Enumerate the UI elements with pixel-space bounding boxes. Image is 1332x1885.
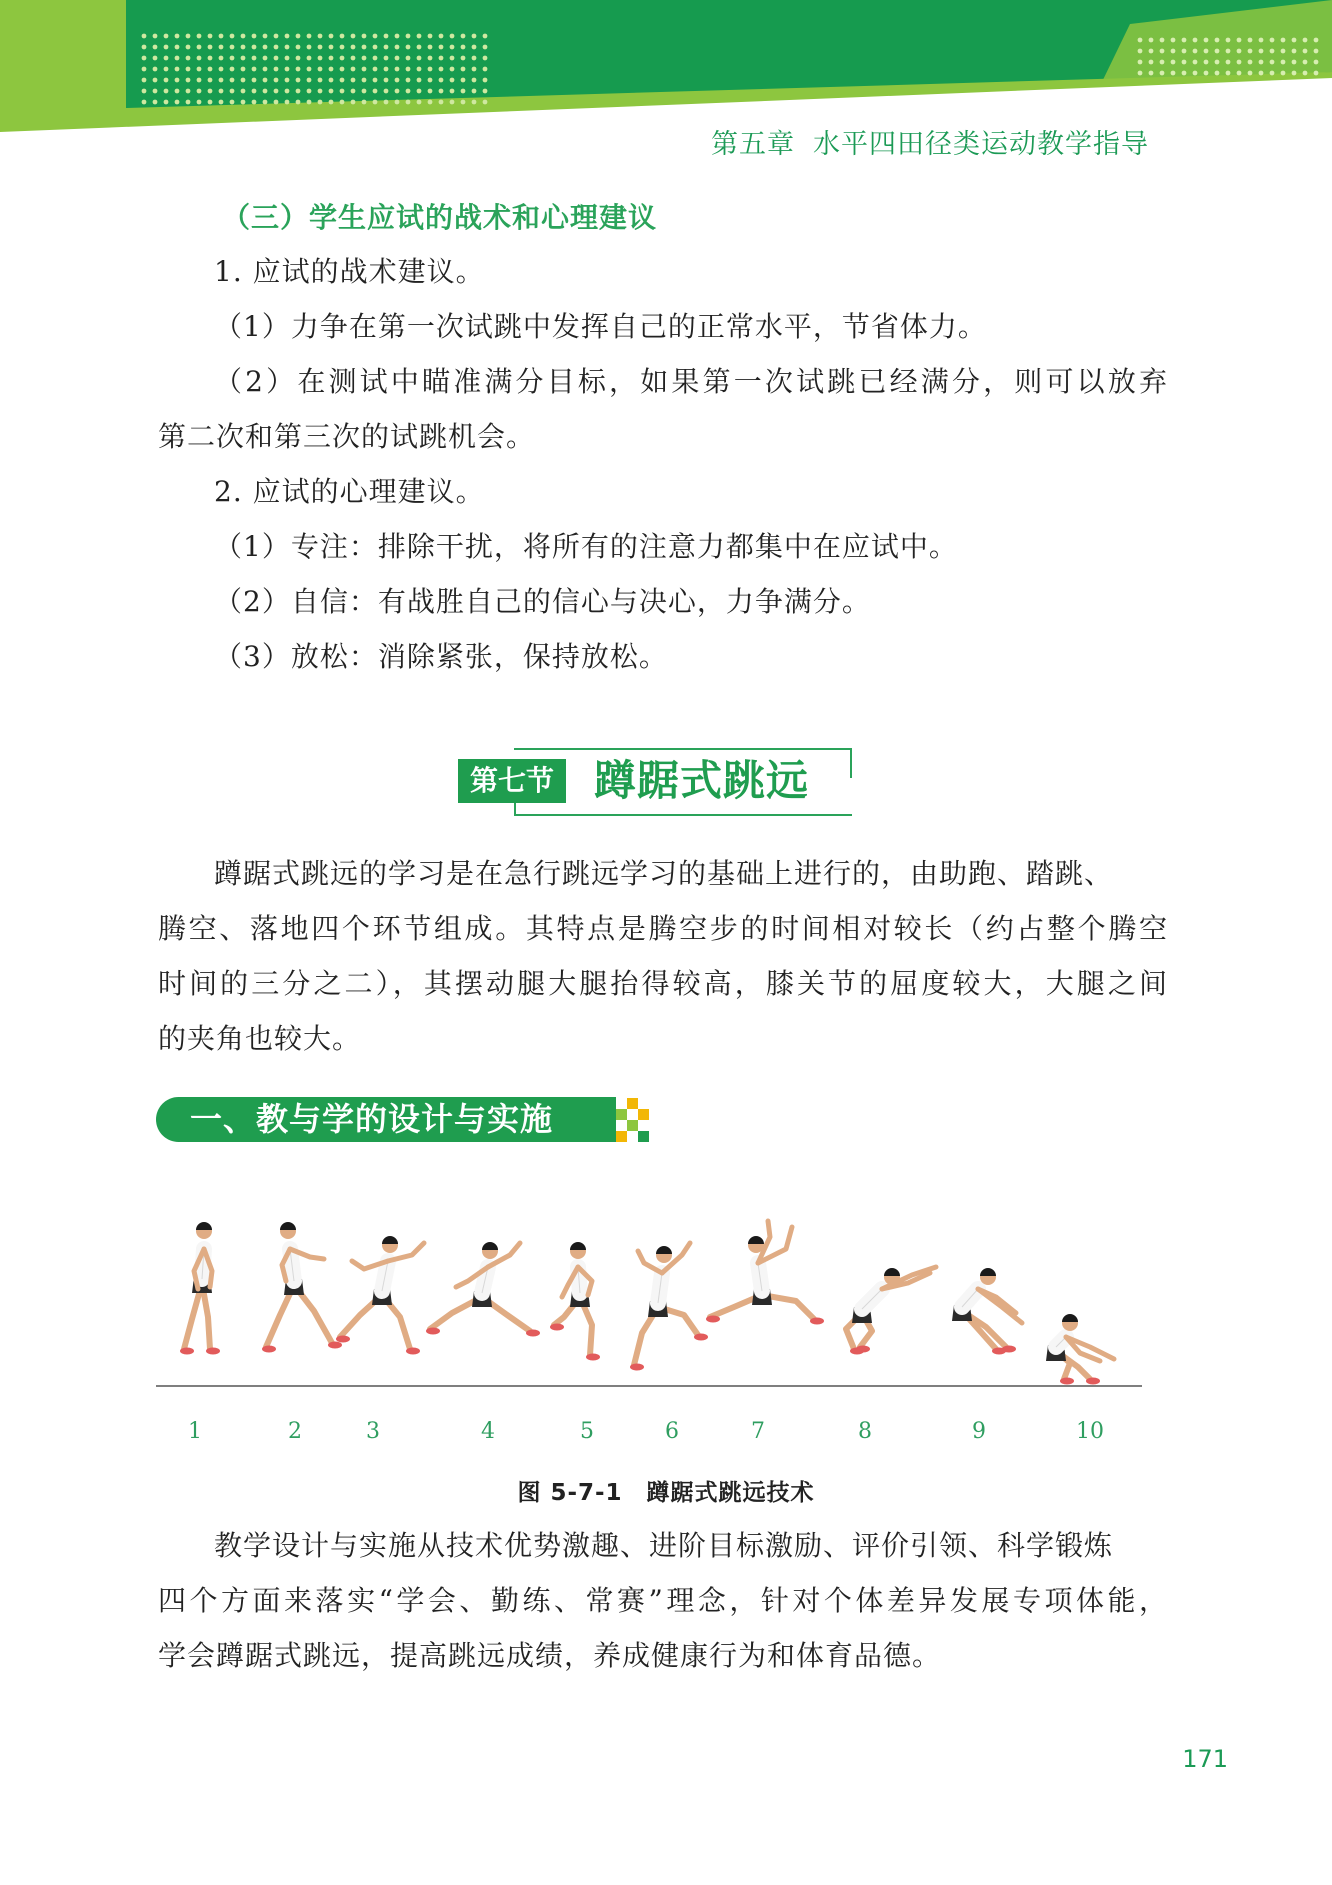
frame-number: 2 bbox=[288, 1419, 302, 1444]
athlete-pose-6 bbox=[630, 1243, 708, 1371]
athlete-pose-8 bbox=[846, 1267, 936, 1355]
athlete-pose-5 bbox=[550, 1242, 600, 1361]
part-heading bbox=[156, 1097, 648, 1142]
chapter-title: 水平四田径类运动教学指导 bbox=[813, 129, 1149, 160]
long-jump-sequence-figure bbox=[156, 1185, 1142, 1400]
athlete-pose-10 bbox=[1046, 1314, 1114, 1385]
body-line: 第二次和第三次的试跳机会。 bbox=[158, 420, 536, 453]
design-line: 四个方面来落实“学会、勤练、常赛”理念，针对个体差异发展专项体能， bbox=[158, 1584, 1168, 1617]
frame-number: 7 bbox=[751, 1419, 765, 1444]
figure-caption-number: 图 5-7-1 bbox=[517, 1480, 623, 1506]
body-line: （3）放松：消除紧张，保持放松。 bbox=[214, 640, 668, 673]
page-number: 171 bbox=[1182, 1745, 1228, 1773]
running-head bbox=[711, 122, 1149, 161]
frame-number: 3 bbox=[366, 1419, 380, 1444]
figure-caption bbox=[0, 1474, 1332, 1507]
athlete-pose-2 bbox=[262, 1222, 342, 1353]
frame-number: 10 bbox=[1076, 1419, 1104, 1444]
body-line: 2. 应试的心理建议。 bbox=[214, 475, 485, 508]
body-line: 1. 应试的战术建议。 bbox=[214, 255, 485, 288]
athlete-pose-1 bbox=[180, 1222, 220, 1355]
body-line: （1）力争在第一次试跳中发挥自己的正常水平，节省体力。 bbox=[214, 310, 987, 343]
frame-number: 5 bbox=[580, 1419, 594, 1444]
frame-number: 4 bbox=[481, 1419, 495, 1444]
section-title bbox=[458, 748, 850, 814]
design-line: 教学设计与实施从技术优势激趣、进阶目标激励、评价引领、科学锻炼 bbox=[214, 1529, 1114, 1562]
body-line: （1）专注：排除干扰，将所有的注意力都集中在应试中。 bbox=[214, 530, 958, 563]
frame-number: 8 bbox=[858, 1419, 872, 1444]
athlete-pose-4 bbox=[426, 1242, 540, 1337]
frame-number: 6 bbox=[665, 1419, 679, 1444]
section-name: 蹲踞式跳远 bbox=[594, 756, 810, 805]
figure-caption-title: 蹲踞式跳远技术 bbox=[646, 1480, 815, 1506]
body-line: （2）在测试中瞄准满分目标，如果第一次试跳已经满分，则可以放弃 bbox=[214, 365, 1168, 398]
section-badge: 第七节 bbox=[458, 759, 566, 803]
athlete-pose-7 bbox=[706, 1221, 824, 1325]
body-line: （2）自信：有战胜自己的信心与决心，力争满分。 bbox=[214, 585, 871, 618]
intro-line: 腾空、落地四个环节组成。其特点是腾空步的时间相对较长（约占整个腾空 bbox=[158, 912, 1168, 945]
chapter-number: 第五章 bbox=[711, 129, 795, 160]
frame-number: 9 bbox=[972, 1419, 986, 1444]
header-banner bbox=[0, 0, 1332, 135]
intro-line: 的夹角也较大。 bbox=[158, 1022, 362, 1055]
part-heading-text: 一、教与学的设计与实施 bbox=[190, 1100, 554, 1138]
frame-number: 1 bbox=[188, 1419, 202, 1444]
design-line: 学会蹲踞式跳远，提高跳远成绩，养成健康行为和体育品德。 bbox=[158, 1639, 942, 1672]
intro-line: 蹲踞式跳远的学习是在急行跳远学习的基础上进行的，由助跑、踏跳、 bbox=[214, 857, 1114, 890]
subsection-heading: （三）学生应试的战术和心理建议 bbox=[222, 201, 658, 234]
checker-decoration bbox=[616, 1097, 648, 1142]
athlete-pose-9 bbox=[952, 1268, 1022, 1355]
intro-line: 时间的三分之二），其摆动腿大腿抬得较高，膝关节的屈度较大，大腿之间 bbox=[158, 967, 1168, 1000]
athlete-pose-3 bbox=[336, 1236, 424, 1355]
